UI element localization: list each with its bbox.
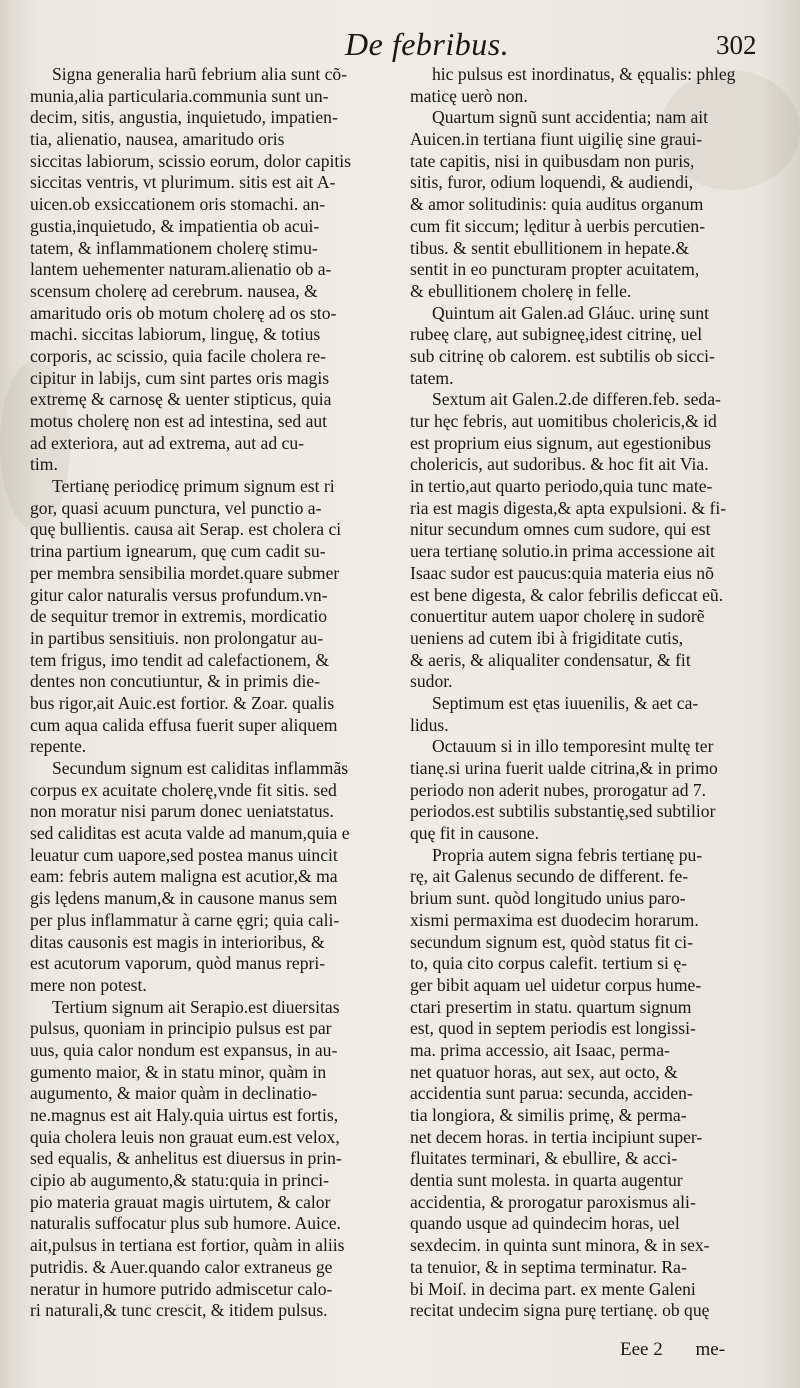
paragraph	[30, 64, 388, 476]
text-line: ria est magis digesta,& apta expulsioni. & fi-	[410, 497, 727, 518]
text-line: tia longiora, & similis primę, & perma-	[410, 1105, 687, 1125]
paragraph	[30, 997, 388, 1322]
text-line: to, quia cito corpus calefit. tertium si ę-	[410, 953, 688, 974]
text-line: uus, quia calor nondum est expansus, in au-	[30, 1039, 338, 1060]
text-line: decim, sitis, angustia, inquietudo, impatien-	[30, 107, 338, 128]
text-line: tibus. & sentit ebullitionem in hepate.&	[410, 237, 690, 258]
text-line: gor, quasi acuum punctura, vel punctio a-	[30, 497, 322, 518]
text-line: & amor solitudinis: quia auditus organum	[410, 194, 704, 215]
text-line: per plus inflammatur à carne ęgri; quia cali-	[30, 909, 340, 930]
text-line: ctari presertim in statu. quartum signum	[410, 996, 692, 1017]
text-line: gis lędens manum,& in causone manus sem	[30, 888, 338, 909]
text-line: ait,pulsus in tertiana est fortior, quàm in aliis	[30, 1235, 345, 1256]
text-line: ri naturali,& tunc crescit, & itidem pulsus.	[30, 1300, 328, 1321]
paragraph	[410, 389, 772, 693]
text-line: Propria autem signa febris tertianę pu-	[432, 844, 703, 865]
text-line: siccitas labiorum, scissio eorum, dolor capitis	[30, 150, 352, 171]
text-line: fluitates terminari, & ebullire, & acci-	[410, 1148, 678, 1169]
paragraph	[410, 64, 772, 107]
text-line: Septimum est ętas iuuenilis, & aet ca-	[432, 692, 699, 713]
text-line: conuertitur autem uapor cholerę in sudorẽ	[410, 606, 705, 627]
text-line: net decem horas. in tertia incipiunt super-	[410, 1126, 703, 1147]
text-line: cipio ab augumento,& statu:quia in princi-	[30, 1170, 330, 1191]
text-line: ger bibit aquam uel uidetur corpus hume-	[410, 974, 702, 995]
text-line: est, quod in septem periodis est longissi-	[410, 1018, 696, 1039]
text-line: bi Moiſ. in decima part. ex mente Galeni	[410, 1278, 696, 1299]
text-line: Isaac sudor est paucus:quia materia eius nõ	[410, 562, 714, 583]
text-line: extremę & carnosę & uenter stipticus, quia	[30, 389, 332, 410]
text-line: corporis, ac scissio, quia facile cholera re-	[30, 345, 327, 366]
paragraph	[410, 107, 772, 302]
text-line: tim.	[30, 454, 58, 475]
text-line: gustia,inquietudo, & impatientia ob acui-	[30, 215, 320, 236]
text-line: bus rigor,ait Auic.est fortior. & Zoar. qualis	[30, 692, 335, 713]
text-line: quia cholera leuis non grauat eum.est velox,	[30, 1126, 340, 1147]
text-line: quę fit in causone.	[410, 823, 539, 844]
signature-mark: Eee 2	[620, 1339, 663, 1360]
text-line: Sextum ait Galen.2.de differen.feb. seda-	[432, 389, 721, 410]
paragraph	[30, 476, 388, 758]
text-line: motus cholerę non est ad intestina, sed aut	[30, 411, 328, 431]
left-text-column	[30, 64, 388, 1322]
text-line: hic pulsus est inordinatus, & ęqualis: phleg	[432, 64, 736, 84]
text-line: secundum signum est, quòd status fit ci-	[410, 931, 693, 952]
text-line: Octauum si in illo temporesint multę ter	[432, 736, 714, 757]
text-line: repente.	[30, 736, 87, 757]
text-line: Tertium signum ait Serapio.est diuersitas	[52, 996, 340, 1017]
text-line: augumento, & maior quàm in declinatio-	[30, 1083, 318, 1104]
text-line: tatem, & inflammationem cholerę stimu-	[30, 237, 318, 258]
catchword: me-	[695, 1339, 726, 1360]
text-line: Tertianę periodicę primum signum est ri	[52, 476, 335, 497]
text-line: eam: febris autem maligna est acutior,& ma	[30, 866, 338, 887]
text-line: per membra sensibilia mordet.quare submer	[30, 562, 340, 583]
text-line: sexdecim. in quinta sunt minora, & in sex-	[410, 1235, 710, 1256]
running-header	[0, 26, 800, 66]
text-line: lidus.	[410, 714, 449, 735]
text-line: & aeris, & aliqualiter condensatur, & fit	[410, 649, 691, 670]
text-line: nitur secundum omnes cum sudore, qui est	[410, 519, 711, 540]
text-line: accidentia, & prorogatur paroxismus ali-	[410, 1191, 696, 1212]
text-line: pio materia grauat magis uirtutem, & calor	[30, 1191, 331, 1212]
text-line: rę, ait Galenus secundo de different. fe-	[410, 866, 689, 887]
text-line: tate capitis, nisi in quibusdam non puris,	[410, 150, 695, 171]
text-line: Secundum signum est caliditas inflammãs	[52, 758, 349, 778]
text-line: trina partium ignearum, quę cum cadit su-	[30, 541, 326, 562]
text-line: sed equalis, & anhelitus est diuersus in prin-	[30, 1148, 342, 1169]
text-line: leuatur cum uapore,sed postea manus uincit	[30, 844, 338, 865]
text-line: putridis. & Auer.quando calor extraneus ge	[30, 1256, 333, 1277]
text-line: tur hęc febris, aut uomitibus cholericis,& id	[410, 411, 717, 431]
text-line: in partibus sensitiuis. non prolongatur au-	[30, 627, 324, 648]
text-line: cipitur in labijs, cum sint partes oris magis	[30, 367, 330, 388]
text-line: naturalis suffocatur plus sub humore. Auice.	[30, 1213, 341, 1234]
text-line: recitat undecim signa purę tertianę. ob quę	[410, 1300, 710, 1321]
text-line: siccitas ventris, vt plurimum. sitis est ait A-	[30, 172, 336, 193]
text-line: accidentia sunt parua: secunda, acciden-	[410, 1083, 693, 1104]
text-line: scensum cholerę ad cerebrum. nausea, &	[30, 280, 318, 301]
text-line: ad exteriora, aut ad extrema, aut ad cu-	[30, 432, 305, 453]
text-line: rubeę clarę, aut subigneę,idest citrinę, uel	[410, 324, 703, 345]
text-line: de sequitur tremor in extremis, mordicatio	[30, 606, 328, 627]
text-line: ditas causonis est magis in interioribus, &	[30, 931, 325, 952]
text-line: ne.magnus est ait Haly.quia uirtus est fortis,	[30, 1105, 339, 1125]
text-line: quę bullientis. causa ait Serap. est cholera ci	[30, 519, 342, 540]
text-line: brium sunt. quòd longitudo unius paro-	[410, 888, 686, 909]
text-line: ta tenuior, & in septima terminatur. Ra-	[410, 1256, 687, 1277]
text-line: cum fit siccum; lęditur à uerbis percutien-	[410, 215, 706, 236]
page-footer	[620, 1339, 753, 1361]
text-line: dentes non concutiuntur, & in primis die-	[30, 671, 321, 692]
text-line: amaritudo oris ob motum cholerę ad os sto-	[30, 302, 337, 323]
text-line: sudor.	[410, 671, 453, 692]
text-line: ma. prima accessio, ait Isaac, perma-	[410, 1039, 670, 1060]
paragraph	[410, 693, 772, 736]
text-line: xismi permaxima est duodecim horarum.	[410, 909, 699, 930]
paragraph	[30, 758, 388, 997]
text-line: sitis, furor, odium loquendi, & audiendi,	[410, 172, 694, 193]
text-line: sub citrinę ob calorem. est subtilis ob sicci-	[410, 345, 715, 366]
text-line: tia, alienatio, nausea, amaritudo oris	[30, 129, 285, 150]
text-line: non moratur nisi parum donec ueniatstatus.	[30, 801, 334, 822]
paragraph	[410, 736, 772, 844]
text-line: lantem uehementer naturam.alienatio ob a-	[30, 259, 332, 280]
text-line: Quartum signũ sunt accidentia; nam ait	[432, 107, 709, 128]
page-number: 302	[716, 30, 757, 60]
text-line: maticę uerò non.	[410, 85, 528, 106]
text-line: net quatuor horas, aut sex, aut octo, &	[410, 1061, 678, 1082]
text-line: dentia sunt molesta. in quarta augentur	[410, 1170, 683, 1191]
text-line: periodo non aderit nubes, prorogatur ad 7.	[410, 779, 707, 800]
paragraph	[410, 303, 772, 390]
text-line: uera tertianę solutio.in prima accessione ait	[410, 541, 715, 562]
text-line: sentit in eo puncturam propter acuitatem,	[410, 259, 700, 280]
text-line: pulsus, quoniam in principio pulsus est par	[30, 1018, 332, 1039]
text-line: mere non potest.	[30, 974, 147, 995]
text-line: gitur calor naturalis versus profundum.vn-	[30, 584, 328, 605]
text-line: gumento maior, & in statu minor, quàm in	[30, 1061, 327, 1082]
text-line: quando usque ad quindecim horas, uel	[410, 1213, 680, 1234]
text-line: est bene digesta, & calor febrilis deficcat eũ.	[410, 584, 724, 605]
paragraph	[410, 845, 772, 1322]
text-line: uicen.ob exsiccationem oris stomachi. an-	[30, 194, 326, 215]
text-line: sed caliditas est acuta valde ad manum,quia e	[30, 823, 350, 844]
running-title: De febribus.	[345, 26, 510, 62]
text-line: neratur in humore putrido admiscetur calo-	[30, 1278, 333, 1299]
text-line: cum aqua calida effusa fuerit super aliquem	[30, 714, 338, 735]
text-line: machi. siccitas labiorum, linguę, & totius	[30, 324, 321, 345]
text-line: munia,alia particularia.communia sunt un-	[30, 85, 329, 106]
text-line: cholericis, aut sudoribus. & hoc fit ait Via.	[410, 454, 709, 475]
text-line: tianę.si urina fuerit ualde citrina,& in primo	[410, 758, 718, 778]
text-line: & ebullitionem cholerę in felle.	[410, 280, 632, 301]
text-line: est proprium eius signum, aut egestionibus	[410, 432, 712, 453]
text-line: tatem.	[410, 367, 454, 388]
text-line: Quintum ait Galen.ad Gláuc. urinę sunt	[432, 302, 710, 323]
text-line: Signa generalia harũ febrium alia sunt cõ-	[52, 64, 348, 84]
text-line: est acutorum vaporum, quòd manus repri-	[30, 953, 326, 974]
text-line: periodos.est subtilis substantię,sed subtilior	[410, 801, 716, 822]
text-line: Auicen.in tertiana fiunt uigilię sine graui-	[410, 129, 703, 150]
text-line: in tertio,aut quarto periodo,quia tunc mate-	[410, 476, 713, 497]
right-text-column	[410, 64, 772, 1322]
text-line: corpus ex acuitate cholerę,vnde fit sitis. sed	[30, 779, 337, 800]
text-line: tem frigus, imo tendit ad calefactionem, &	[30, 649, 329, 670]
text-line: ueniens ad cutem ibi à frigiditate cutis,	[410, 627, 684, 648]
